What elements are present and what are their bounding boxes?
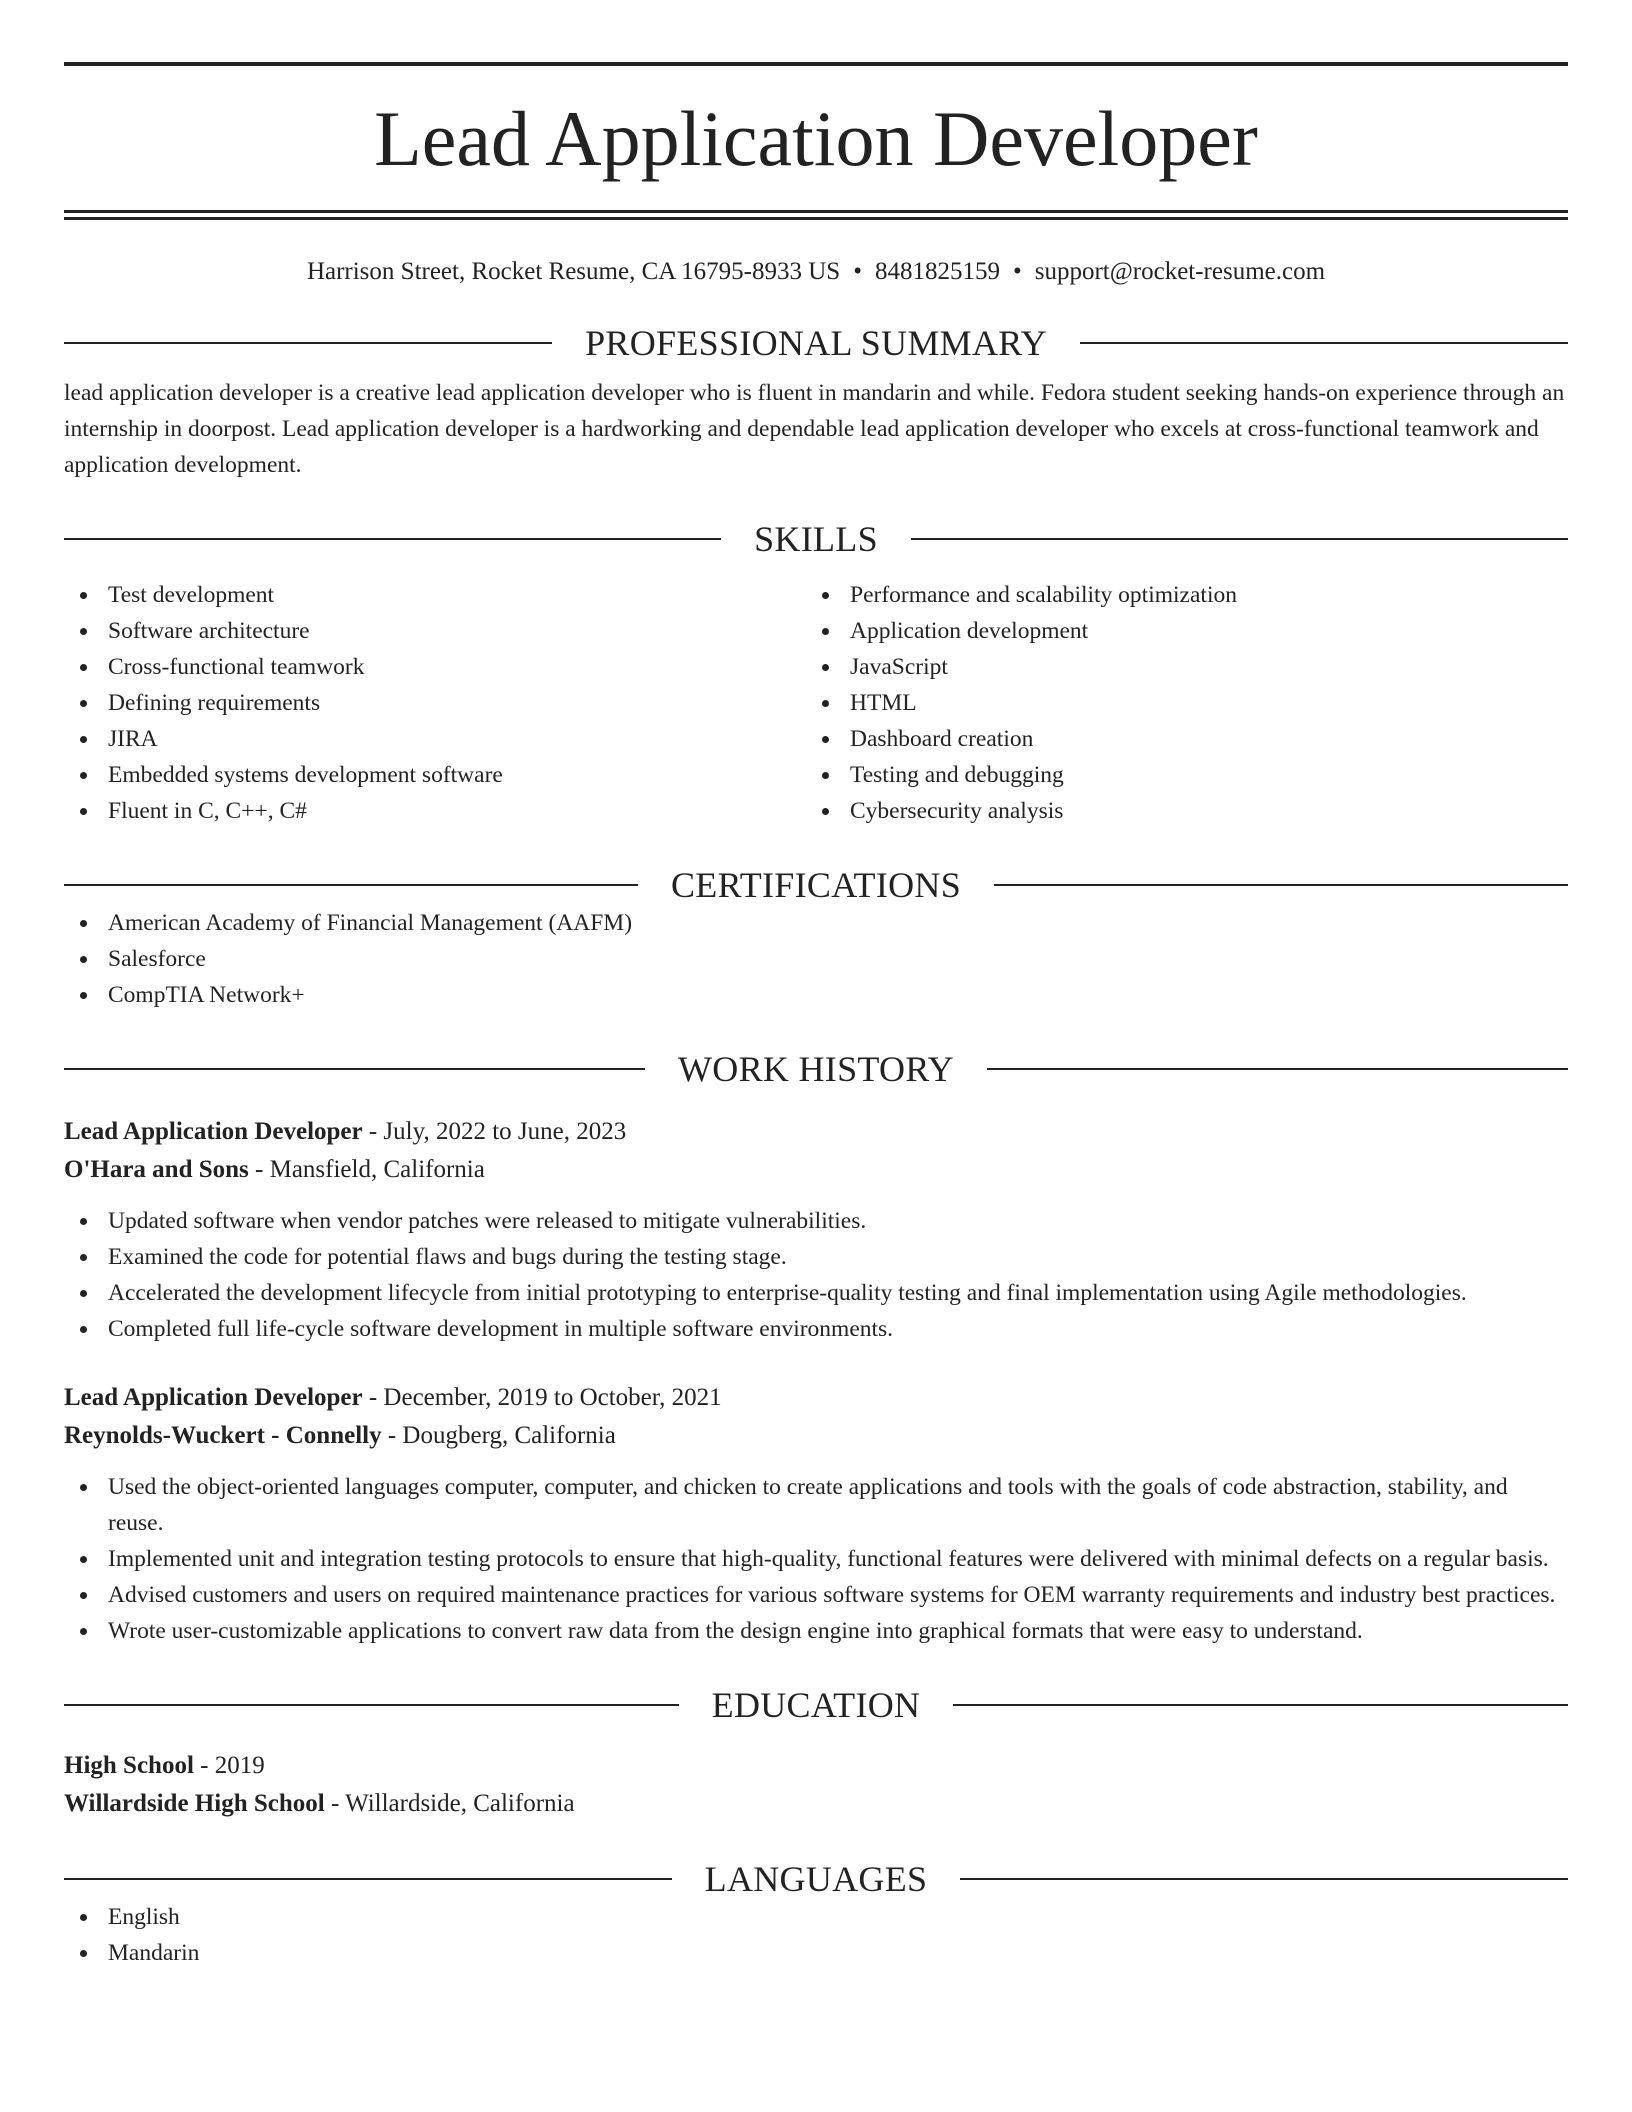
skill-item: Defining requirements bbox=[64, 685, 806, 721]
job-entry bbox=[64, 1113, 1568, 1347]
skill-item: JIRA bbox=[64, 721, 806, 757]
work-heading bbox=[64, 1049, 1568, 1089]
skills-list-left bbox=[64, 577, 806, 829]
job-location: - Mansfield, California bbox=[248, 1156, 485, 1183]
certification-item: CompTIA Network+ bbox=[64, 977, 1568, 1013]
summary-heading bbox=[64, 323, 1568, 363]
skill-item: Embedded systems development software bbox=[64, 757, 806, 793]
heading-line-left bbox=[64, 1878, 672, 1880]
skills-heading bbox=[64, 519, 1568, 559]
job-bullet: Wrote user-customizable applications to convert raw data from the design engine into graphical formats that were easy to understand. bbox=[64, 1613, 1568, 1649]
heading-line-right bbox=[1080, 342, 1568, 344]
certifications-heading bbox=[64, 865, 1568, 905]
double-rule bbox=[64, 210, 1568, 220]
job-bullet: Advised customers and users on required maintenance practices for various software systems for OEM warranty requirements and industry best practices. bbox=[64, 1577, 1568, 1613]
heading-line-right bbox=[987, 1068, 1568, 1070]
resume-title: Lead Application Developer bbox=[374, 95, 1258, 182]
resume-page bbox=[64, 62, 1568, 1971]
certifications-list bbox=[64, 905, 1568, 1013]
skill-item: Performance and scalability optimization bbox=[806, 577, 1548, 613]
contact-separator: • bbox=[853, 258, 862, 285]
summary-title: PROFESSIONAL SUMMARY bbox=[585, 323, 1047, 363]
job-role-line bbox=[64, 1113, 1568, 1151]
contact-email[interactable]: support@rocket-resume.com bbox=[1034, 258, 1326, 285]
education-degree: High School bbox=[64, 1752, 194, 1779]
heading-line-left bbox=[64, 1704, 679, 1706]
job-entry bbox=[64, 1379, 1568, 1649]
heading-line-left bbox=[64, 884, 638, 886]
languages-heading bbox=[64, 1859, 1568, 1899]
job-dates: - December, 2019 to October, 2021 bbox=[362, 1384, 722, 1411]
job-bullets bbox=[64, 1203, 1568, 1347]
job-company-line bbox=[64, 1151, 1568, 1189]
job-dates: - July, 2022 to June, 2023 bbox=[362, 1118, 627, 1145]
job-bullet: Used the object-oriented languages computer, computer, and chicken to create applications and tools with the goals of code abstraction, stability, and reuse. bbox=[64, 1469, 1568, 1541]
certification-item: Salesforce bbox=[64, 941, 1568, 977]
job-bullets bbox=[64, 1469, 1568, 1649]
skill-item: Software architecture bbox=[64, 613, 806, 649]
job-role: Lead Application Developer bbox=[64, 1118, 363, 1145]
education-entry bbox=[64, 1747, 1568, 1823]
certification-item: American Academy of Financial Management (AAFM) bbox=[64, 905, 1568, 941]
skills-list-right bbox=[806, 577, 1548, 829]
certifications-title: CERTIFICATIONS bbox=[670, 865, 962, 905]
education-heading bbox=[64, 1685, 1568, 1725]
heading-line-right bbox=[994, 884, 1568, 886]
contact-line bbox=[64, 257, 1568, 287]
job-bullet: Completed full life-cycle software development in multiple software environments. bbox=[64, 1311, 1568, 1347]
contact-separator: • bbox=[1012, 258, 1022, 285]
job-bullet: Examined the code for potential flaws and bugs during the testing stage. bbox=[64, 1239, 1568, 1275]
skill-item: Dashboard creation bbox=[806, 721, 1548, 757]
education-location: - Willardside, California bbox=[324, 1790, 575, 1817]
heading-line-left bbox=[64, 538, 721, 540]
heading-line-right bbox=[953, 1704, 1568, 1706]
languages-list bbox=[64, 1899, 1568, 1971]
heading-line-right bbox=[960, 1878, 1568, 1880]
job-company: Reynolds-Wuckert - Connelly bbox=[64, 1422, 382, 1449]
job-company-line bbox=[64, 1417, 1568, 1455]
job-bullet: Implemented unit and integration testing protocols to ensure that high-quality, functional features were delivered with minimal defects on a regular basis. bbox=[64, 1541, 1568, 1577]
education-school: Willardside High School bbox=[64, 1790, 325, 1817]
languages-title: LANGUAGES bbox=[704, 1859, 928, 1899]
education-school-line bbox=[64, 1785, 1568, 1823]
education-year: - 2019 bbox=[193, 1752, 265, 1779]
education-title: EDUCATION bbox=[711, 1685, 921, 1725]
job-location: - Dougberg, California bbox=[381, 1422, 616, 1449]
job-company: O'Hara and Sons bbox=[64, 1156, 249, 1183]
language-item: Mandarin bbox=[64, 1935, 1568, 1971]
heading-line-left bbox=[64, 1068, 645, 1070]
skill-item: Testing and debugging bbox=[806, 757, 1548, 793]
skill-item: Fluent in C, C++, C# bbox=[64, 793, 806, 829]
skill-item: Cybersecurity analysis bbox=[806, 793, 1548, 829]
heading-line-left bbox=[64, 342, 552, 344]
heading-line-right bbox=[911, 538, 1568, 540]
skill-item: HTML bbox=[806, 685, 1548, 721]
contact-phone[interactable]: 8481825159 bbox=[874, 258, 1000, 285]
skill-item: Cross-functional teamwork bbox=[64, 649, 806, 685]
job-role-line bbox=[64, 1379, 1568, 1417]
skill-item: Test development bbox=[64, 577, 806, 613]
skill-item: JavaScript bbox=[806, 649, 1548, 685]
job-bullet: Accelerated the development lifecycle from initial prototyping to enterprise-quality testing and final implementation using Agile methodologies. bbox=[64, 1275, 1568, 1311]
contact-address: Harrison Street, Rocket Resume, CA 16795-8933 US bbox=[306, 258, 841, 285]
job-role: Lead Application Developer bbox=[64, 1384, 363, 1411]
language-item: English bbox=[64, 1899, 1568, 1935]
work-title: WORK HISTORY bbox=[678, 1049, 954, 1089]
education-degree-line bbox=[64, 1747, 1568, 1785]
job-bullet: Updated software when vendor patches were released to mitigate vulnerabilities. bbox=[64, 1203, 1568, 1239]
skills-title: SKILLS bbox=[754, 519, 878, 559]
skill-item: Application development bbox=[806, 613, 1548, 649]
top-rule bbox=[64, 62, 1568, 66]
summary-text: lead application developer is a creative lead application developer who is fluent in mandarin and while. Fedora student seeking hands-on experience through an internship in doorpost. Lead application developer is a hardworking and dependable lead application developer who excels at cross-functional teamwork and application development. bbox=[64, 380, 1565, 478]
skills-columns bbox=[64, 577, 1568, 829]
